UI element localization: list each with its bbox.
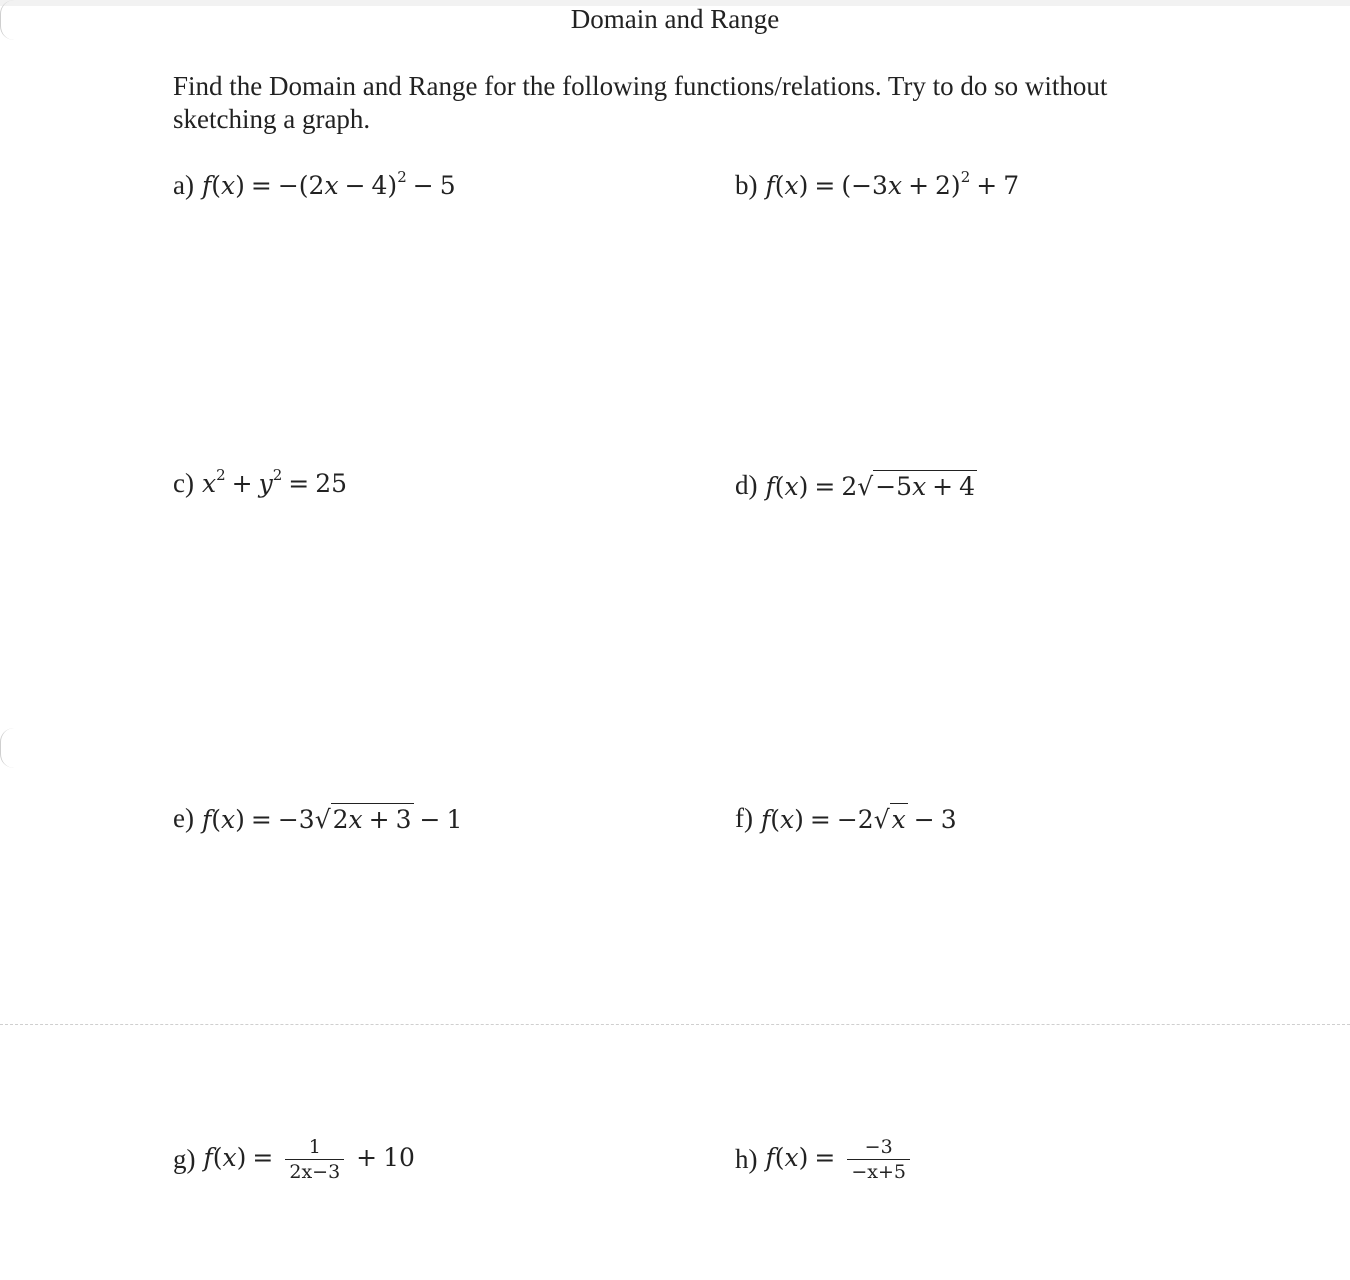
problem-g — [173, 1135, 415, 1184]
problem-e — [173, 803, 462, 834]
problem-h-equation: f(x) = $\frac{-3}{-x+5}$ — [766, 1135, 917, 1184]
problem-a-equation: $f(x) = -(2x - 4)^2 - 5$ — [201, 168, 456, 200]
problem-label: c) — [173, 468, 194, 498]
problem-b-equation: $f(x) = (-3x + 2)^2 + 7$ — [765, 168, 1020, 200]
fraction-numerator: −3 — [864, 1136, 893, 1158]
problem-d-equation: f(x) = 2√ −5x + 4 — [765, 472, 976, 501]
problem-e-equation: f(x) = −3√ 2x + 3 − 1 — [201, 805, 463, 834]
problem-b — [735, 170, 1019, 201]
problem-label: e) — [173, 803, 194, 833]
scan-line-divider — [0, 1024, 1350, 1025]
problem-label: f) — [735, 803, 753, 833]
problem-g-equation: f(x) = $\frac{1}{2x-3}$ + 10 — [203, 1136, 415, 1183]
problem-label: h) — [735, 1144, 758, 1174]
instructions-text: Find the Domain and Range for the following functions/relations. Try to do so without sketching a graph. — [173, 71, 1108, 134]
problem-a — [173, 170, 456, 201]
fraction-numerator: 1 — [308, 1136, 321, 1158]
problem-f-equation: f(x) = −2√ x − 3 — [760, 805, 957, 834]
page-title: Domain and Range — [570, 4, 780, 34]
problem-f — [735, 803, 957, 834]
margin-bracket-middle — [0, 728, 15, 768]
fraction-denominator: −x+5 — [847, 1159, 910, 1184]
problem-d — [735, 470, 977, 501]
fraction-denominator: 2x−3 — [285, 1159, 344, 1184]
fraction — [285, 1135, 344, 1184]
problem-label: a) — [173, 170, 194, 200]
fraction — [847, 1135, 910, 1184]
problem-c-equation: $x^2 + y^2 = 25$ — [201, 466, 348, 498]
problem-label: g) — [173, 1144, 196, 1174]
problem-c — [173, 468, 347, 499]
problem-label: d) — [735, 470, 758, 500]
problem-label: b) — [735, 170, 758, 200]
problem-h — [735, 1135, 916, 1184]
